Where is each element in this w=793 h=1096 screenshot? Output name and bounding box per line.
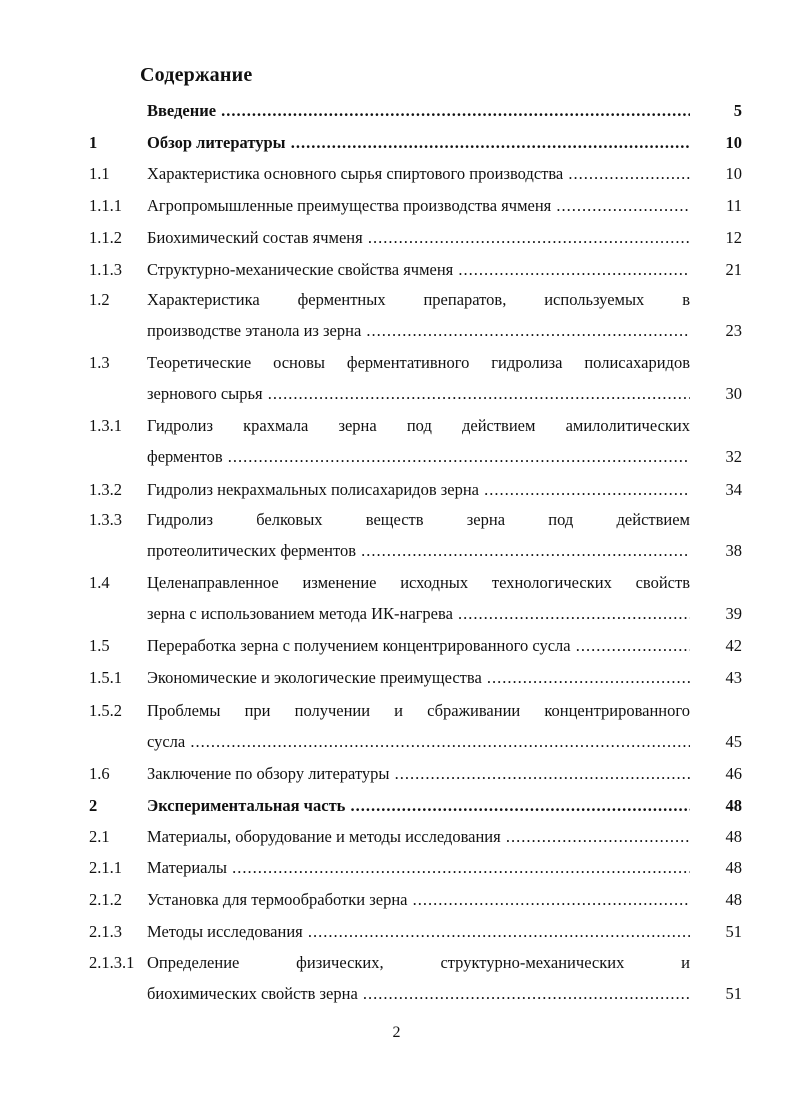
- toc-entry-number: 1.3.1: [89, 416, 122, 435]
- toc-entry-page: 45: [725, 732, 742, 751]
- toc-entry-number: 1.3.2: [89, 480, 122, 499]
- toc-entry-text-line1: Теоретические основы ферментативного гидролиза полисахаридов: [147, 353, 690, 372]
- toc-entry-number: 1.1.1: [89, 196, 122, 215]
- toc-entry-text: Методы исследования .....: [147, 922, 690, 942]
- toc-entry-number: 1.1.3: [89, 260, 122, 279]
- toc-entry-page: 5: [733, 101, 742, 120]
- toc-entry-text: Введение .....: [147, 101, 690, 121]
- toc-entry-page: 48: [725, 827, 742, 846]
- toc-entry-page: 30: [725, 384, 742, 403]
- toc-entry-page: 10: [725, 164, 742, 183]
- toc-entry-page: 39: [725, 604, 742, 623]
- toc-entry-text: Агропромышленные преимущества производства ячменя .....: [147, 196, 690, 216]
- toc-entry-text: зерна с использованием метода ИК-нагрева .....: [147, 604, 690, 624]
- toc-entry-number: 1.5.2: [89, 701, 122, 720]
- toc-entry-page: 43: [725, 668, 742, 687]
- toc-entry-text: Экономические и экологические преимущества .....: [147, 668, 690, 688]
- toc-entry-text: Обзор литературы .....: [147, 133, 690, 153]
- toc-entry-text-line1: Определение физических, структурно-механических и: [147, 953, 690, 972]
- toc-entry-number: 1.3.3: [89, 510, 122, 529]
- toc-entry-text: Переработка зерна с получением концентрированного сусла .....: [147, 636, 690, 656]
- toc-entry-page: 21: [725, 260, 742, 279]
- toc-entry-number: 1.5: [89, 636, 110, 655]
- toc-entry-number: 2: [89, 796, 98, 815]
- toc-entry-text: Характеристика основного сырья спиртового производства .....: [147, 164, 690, 184]
- toc-entry-page: 48: [725, 858, 742, 877]
- toc-entry-number: 1.4: [89, 573, 110, 592]
- toc-entry-text-line1: Характеристика ферментных препаратов, используемых в: [147, 290, 690, 309]
- toc-entry-number: 1.5.1: [89, 668, 122, 687]
- toc-entry-number: 1.1: [89, 164, 110, 183]
- toc-entry-page: 46: [725, 764, 742, 783]
- toc-entry-number: 1.1.2: [89, 228, 122, 247]
- toc-entry-number: 2.1.3: [89, 922, 122, 941]
- toc-entry-page: 48: [725, 890, 742, 909]
- toc-entry-text: сусла .....: [147, 732, 690, 752]
- toc-entry-page: 34: [725, 480, 742, 499]
- toc-entry-number: 1: [89, 133, 98, 152]
- toc-entry-text: Экспериментальная часть .....: [147, 796, 690, 816]
- toc-entry-page: 48: [725, 796, 742, 815]
- toc-entry-text-line1: Гидролиз белковых веществ зерна под действием: [147, 510, 690, 529]
- toc-entry-number: 1.2: [89, 290, 110, 309]
- toc-entry-page: 38: [725, 541, 742, 560]
- toc-entry-text: Заключение по обзору литературы .....: [147, 764, 690, 784]
- toc-entry-text: Структурно-механические свойства ячменя .....: [147, 260, 690, 280]
- toc-entry-number: 1.6: [89, 764, 110, 783]
- toc-entry-text: Установка для термообработки зерна .....: [147, 890, 690, 910]
- toc-entry-page: 42: [725, 636, 742, 655]
- toc-entry-number: 2.1.2: [89, 890, 122, 909]
- toc-entry-number: 1.3: [89, 353, 110, 372]
- toc-entry-text-line1: Целенаправленное изменение исходных технологических свойств: [147, 573, 690, 592]
- toc-entry-number: 2.1.3.1: [89, 953, 135, 972]
- toc-entry-page: 23: [725, 321, 742, 340]
- toc-entry-text-line1: Проблемы при получении и сбраживании концентрированного: [147, 701, 690, 720]
- toc-entry-page: 11: [726, 196, 742, 215]
- toc-entry-text: производстве этанола из зерна .....: [147, 321, 690, 341]
- toc-entry-page: 12: [725, 228, 742, 247]
- toc-entry-text: протеолитических ферментов .....: [147, 541, 690, 561]
- toc-entry-text: Гидролиз некрахмальных полисахаридов зерна .....: [147, 480, 690, 500]
- toc-entry-text: зернового сырья .....: [147, 384, 690, 404]
- page-number: 2: [392, 1024, 401, 1041]
- toc-entry-text-line1: Гидролиз крахмала зерна под действием амилолитических: [147, 416, 690, 435]
- toc-entry-number: 2.1.1: [89, 858, 122, 877]
- toc-entry-text: биохимических свойств зерна .....: [147, 984, 690, 1004]
- toc-entry-page: 51: [725, 984, 742, 1003]
- toc-entry-page: 51: [725, 922, 742, 941]
- toc-title: Содержание: [140, 64, 253, 86]
- toc-entry-number: 2.1: [89, 827, 110, 846]
- toc-entry-text: ферментов .....: [147, 447, 690, 467]
- toc-entry-page: 32: [725, 447, 742, 466]
- toc-entry-page: 10: [725, 133, 742, 152]
- toc-entry-text: Материалы .....: [147, 858, 690, 878]
- toc-entry-text: Материалы, оборудование и методы исследования .....: [147, 827, 690, 847]
- toc-entry-text: Биохимический состав ячменя .....: [147, 228, 690, 248]
